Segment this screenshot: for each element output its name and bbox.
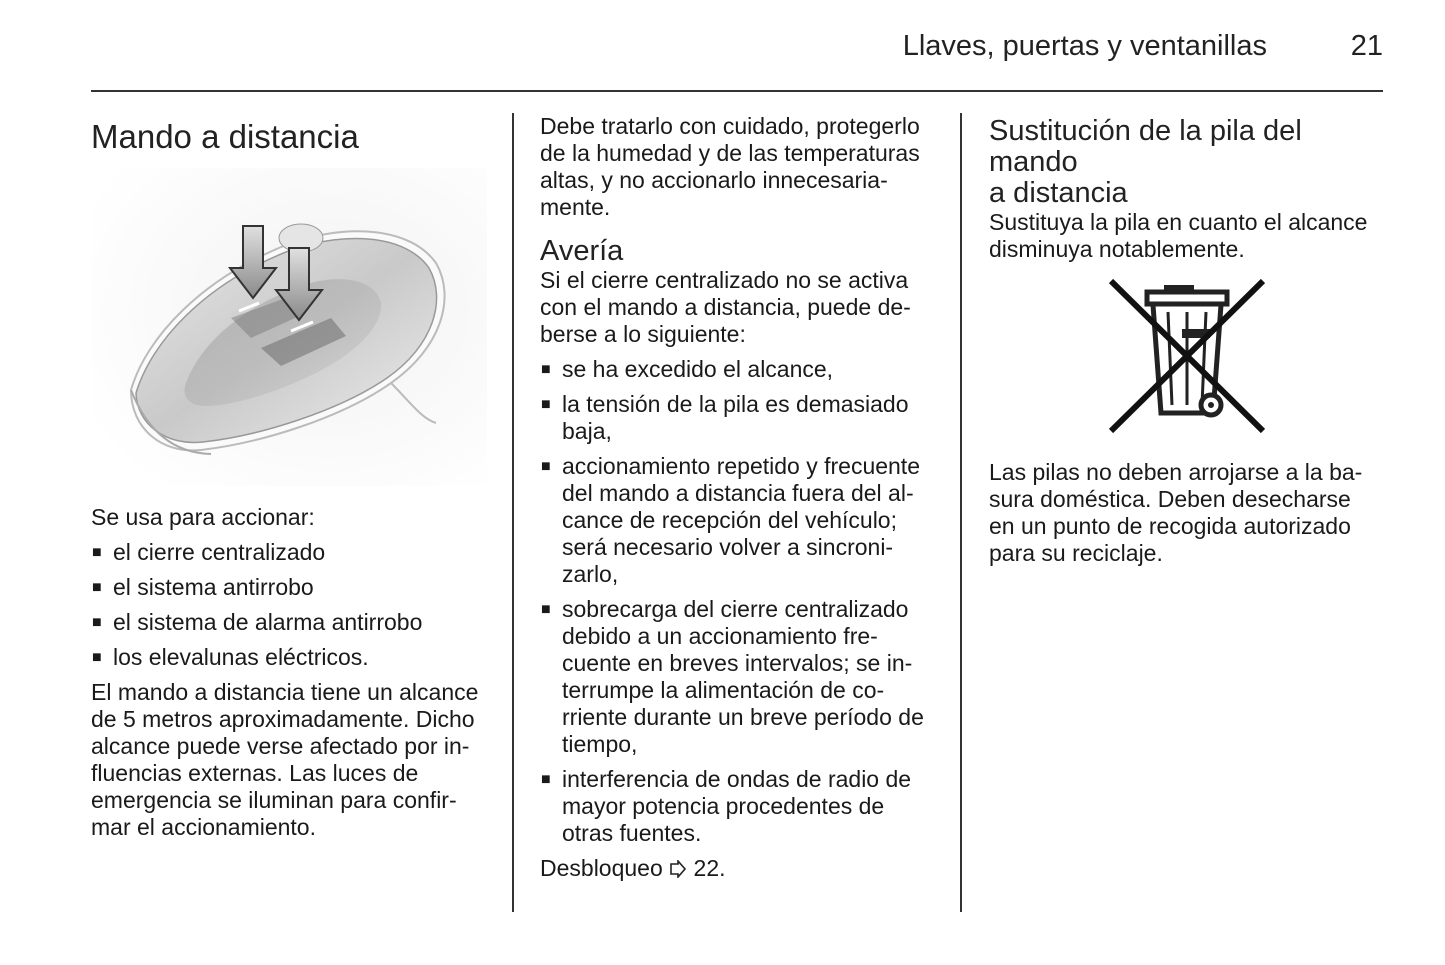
arrow-right-icon xyxy=(669,860,687,878)
list-item: ■ accionamiento repetido y frecuente del mando a distancia fuera del al- cance de recepción del vehículo; será necesario volver a sincroni- zarlo, xyxy=(540,453,940,588)
page-number: 21 xyxy=(1350,30,1383,62)
list-item: ■ el cierre centralizado xyxy=(91,539,491,566)
column-divider-right xyxy=(960,113,962,912)
list-item: ■ interferencia de ondas de radio de mayor potencia procedentes de otras fuentes. xyxy=(540,766,940,847)
list-item: ■ los elevalunas eléctricos. xyxy=(91,644,491,671)
crossed-out-wheelie-bin-icon xyxy=(1107,277,1267,437)
section-heading-battery: Sustitución de la pila del mando a distancia xyxy=(989,115,1302,209)
fault-intro: Si el cierre centralizado no se activa con el mando a distancia, puede de- berse a lo siguiente: xyxy=(540,267,911,347)
list-item: ■ la tensión de la pila es demasiado baja, xyxy=(540,391,940,445)
list-item: ■ se ha excedido el alcance, xyxy=(540,356,940,383)
range-paragraph: El mando a distancia tiene un alcance de 5 metros aproximadamente. Dicho alcance puede verse afectado por in- fluencias externas. Las luces de emergencia se iluminan para confir- mar el accionamiento. xyxy=(91,679,479,840)
list-item: ■ el sistema antirrobo xyxy=(91,574,491,601)
battery-intro: Sustituya la pila en cuanto el alcance disminuya notablemente. xyxy=(989,209,1368,262)
section-heading-remote: Mando a distancia xyxy=(91,118,359,155)
disposal-paragraph: Las pilas no deben arrojarse a la ba- sura doméstica. Deben desecharse en un punto de recogida autorizado para su reciclaje. xyxy=(989,459,1363,566)
list-item: ■ el sistema de alarma antirrobo xyxy=(91,609,491,636)
column-battery-replacement xyxy=(989,113,1389,567)
fault-causes-list xyxy=(540,356,940,847)
header-rule xyxy=(91,90,1383,92)
section-heading-fault: Avería xyxy=(540,235,624,267)
column-remote-control xyxy=(91,113,491,841)
column-divider-left xyxy=(512,113,514,912)
remote-key-illustration xyxy=(91,168,487,486)
usage-list xyxy=(91,539,491,671)
list-item: ■ sobrecarga del cierre centralizado debido a un accionamiento fre- cuente en breves intervalos; se in- terrumpe la alimentación de co- rriente durante un breve período de tiempo, xyxy=(540,596,940,758)
cross-reference[interactable] xyxy=(540,855,940,882)
usage-intro: Se usa para accionar: xyxy=(91,504,315,530)
xref-text: Desbloqueo xyxy=(540,855,663,881)
xref-page: 22. xyxy=(693,855,726,881)
care-paragraph: Debe tratarlo con cuidado, protegerlo de la humedad y de las temperaturas altas, y no accionarlo innecesaria- mente. xyxy=(540,113,920,220)
column-care-fault xyxy=(540,113,940,882)
header-section-title: Llaves, puertas y ventanillas xyxy=(902,30,1267,62)
